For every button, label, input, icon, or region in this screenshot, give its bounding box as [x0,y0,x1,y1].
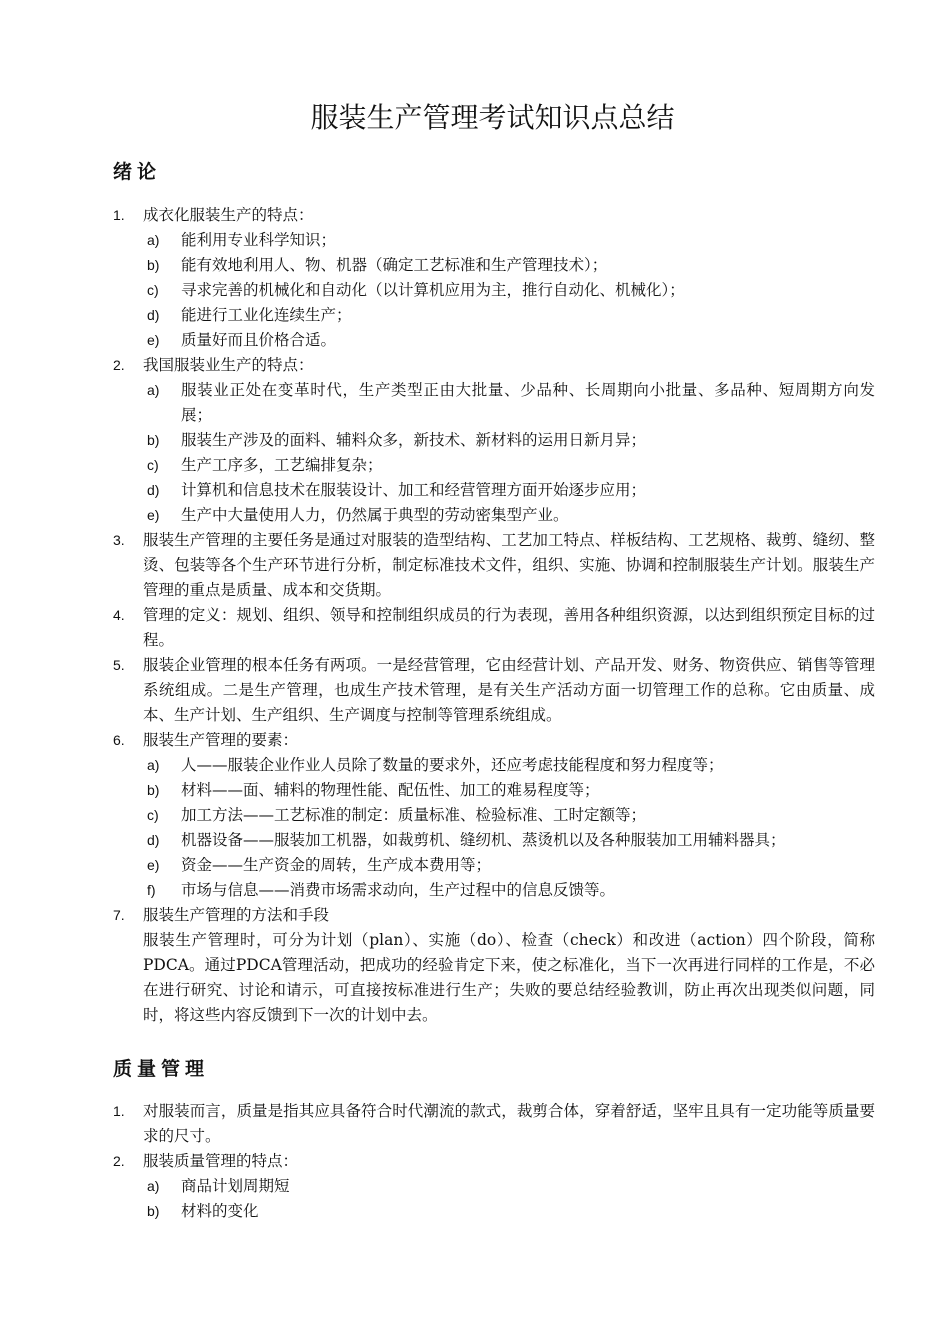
sub-item-letter: b) [147,1203,160,1219]
sub-item-letter: a) [147,1178,160,1194]
item-text: 我国服装业生产的特点： [143,356,314,374]
list-item [113,203,875,228]
sub-item [147,828,875,853]
list-item [113,903,875,928]
list-item [113,528,875,603]
list-item [113,728,875,753]
sub-item [147,878,875,903]
sub-item-text: 生产中大量使用人力，仍然属于典型的劳动密集型产业。 [181,506,569,524]
list-item [113,603,875,653]
sub-item-letter: e) [147,507,160,523]
sub-item-letter: b) [147,782,160,798]
item-number: 7. [113,907,125,923]
sub-item [147,503,875,528]
sub-item-text: 质量好而且价格合适。 [181,331,337,349]
sub-item [147,753,875,778]
item-text: 对服装而言，质量是指其应具备符合时代潮流的款式，裁剪合体，穿着舒适，坚牢且具有一定功能等质量要求的尺寸。 [143,1102,875,1145]
sub-item-letter: c) [147,457,159,473]
sub-item-text: 能利用专业科学知识； [181,231,337,249]
sub-item [147,253,875,278]
sub-item-letter: d) [147,832,160,848]
pdca-paragraph: 服装生产管理时，可分为计划（plan）、实施（do）、检查（check）和改进（action）四个阶段，简称PDCA。通过PDCA管理活动，把成功的经验肯定下来，使之标准化，当下一次再进行同样的工作是，不必在进行研究、讨论和请示，可直接按标准进行生产；失败的要总结经验教训，防止再次出现类似问题，同时，将这些内容反馈到下一次的计划中去。 [143,931,875,1024]
sub-item-letter: e) [147,857,160,873]
sub-item-text: 计算机和信息技术在服装设计、加工和经营管理方面开始逐步应用； [181,481,647,499]
sub-item [147,778,875,803]
item-number: 2. [113,1153,125,1169]
item-number: 3. [113,532,125,548]
item-number: 5. [113,657,125,673]
sub-item-letter: e) [147,332,160,348]
item-number: 1. [113,207,125,223]
sub-item-letter: c) [147,807,159,823]
item-text: 服装生产管理的方法和手段 [143,906,330,924]
sub-item-text: 资金——生产资金的周转，生产成本费用等； [181,856,492,874]
item-number: 1. [113,1103,125,1119]
sub-item-text: 材料的变化 [181,1202,259,1220]
item-text: 管理的定义：规划、组织、领导和控制组织成员的行为表现，善用各种组织资源，以达到组织预定目标的过程。 [143,606,875,649]
item-text: 服装质量管理的特点： [143,1152,299,1170]
item-number: 6. [113,732,125,748]
sub-item [147,303,875,328]
list-item [113,653,875,728]
section-heading-intro: 绪论 [113,161,162,183]
sub-item-text: 寻求完善的机械化和自动化（以计算机应用为主，推行自动化、机械化）； [181,281,685,299]
section-intro-list [113,203,875,1028]
sub-item-letter: f) [147,882,156,898]
sub-item-text: 服装生产涉及的面料、辅料众多，新技术、新材料的运用日新月异； [181,431,647,449]
list-item [113,1099,875,1149]
sub-item [147,428,875,453]
item-text: 服装企业管理的根本任务有两项。一是经营管理，它由经营计划、产品开发、财务、物资供应、销售等管理系统组成。二是生产管理，也成生产技术管理，是有关生产活动方面一切管理工作的总称。它由质量、成本、生产计划、生产组织、生产调度与控制等管理系统组成。 [143,656,875,724]
sub-item-letter: b) [147,432,160,448]
document-title: 服装生产管理考试知识点总结 [310,101,675,134]
sub-item-letter: a) [147,757,160,773]
sub-item-letter: a) [147,382,160,398]
item-text: 服装生产管理的要素： [143,731,299,749]
sub-item-letter: b) [147,257,160,273]
sub-item-text: 机器设备——服装加工机器，如裁剪机、缝纫机、蒸烫机以及各种服装加工用辅料器具； [181,831,786,849]
sub-item-text: 加工方法——工艺标准的制定：质量标准、检验标准、工时定额等； [181,806,647,824]
section-quality-list [113,1099,875,1224]
sub-item-text: 人——服装企业作业人员除了数量的要求外，还应考虑技能程度和努力程度等； [181,756,724,774]
sub-item [147,278,875,303]
sub-item-letter: a) [147,232,160,248]
item-text: 服装生产管理的主要任务是通过对服装的造型结构、工艺加工特点、样板结构、工艺规格、裁剪、缝纫、整烫、包装等各个生产环节进行分析，制定标准技术文件，组织、实施、协调和控制服装生产计划。服装生产管理的重点是质量、成本和交货期。 [143,531,875,599]
sub-item-text: 商品计划周期短 [181,1177,290,1195]
sub-item [147,478,875,503]
sub-item [147,803,875,828]
sub-item-text: 材料——面、辅料的物理性能、配伍性、加工的难易程度等； [181,781,600,799]
sub-item [147,328,875,353]
sub-item [147,378,875,428]
sub-item [147,1199,875,1224]
sub-item-letter: d) [147,482,160,498]
sub-item-letter: c) [147,282,159,298]
list-item [113,353,875,378]
section-heading-quality: 质量管理 [113,1058,210,1080]
item-text: 成衣化服装生产的特点： [143,206,314,224]
sub-item-text: 能进行工业化连续生产； [181,306,352,324]
sub-item [147,228,875,253]
sub-item-letter: d) [147,307,160,323]
sub-item-text: 生产工序多，工艺编排复杂； [181,456,383,474]
sub-item-text: 市场与信息——消费市场需求动向，生产过程中的信息反馈等。 [181,881,616,899]
sub-item [147,1174,875,1199]
item-number: 4. [113,607,125,623]
sub-item-text: 服装业正处在变革时代，生产类型正由大批量、少品种、长周期向小批量、多品种、短周期方向发展； [181,381,875,424]
sub-item [147,453,875,478]
sub-item-text: 能有效地利用人、物、机器（确定工艺标准和生产管理技术）； [181,256,608,274]
list-item [113,1149,875,1174]
item-number: 2. [113,357,125,373]
sub-item [147,853,875,878]
